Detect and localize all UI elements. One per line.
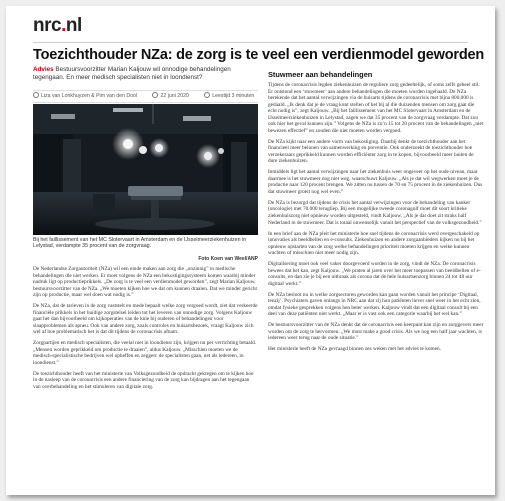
article-headline: Toezichthouder NZa: de zorg is te veel een verdienmodel geworden <box>33 47 485 63</box>
article-page <box>6 6 495 495</box>
calendar-icon <box>152 92 158 98</box>
logo-dot: . <box>61 15 66 36</box>
byline-date: 22 juni 2020 <box>160 93 189 99</box>
body-paragraph: Zorgpartijen en medisch specialisten, die veelal niet in loondienst zijn, krijgen nu per verrichting betaald. „Mensen worden geprikkeld om productie te draaien”, aldus Kaljouw. „Misschien moeten we de medisch-specialistische bedrijven wel opheffen en zeggen: de specialisten gaan, net als iedereen, in loondienst.” <box>33 340 257 366</box>
clock-icon <box>204 92 210 98</box>
body-paragraph: Tijdens de coronacrisis legden ziekenhuizen de reguliere zorg gedeeltelijk, of soms zelfs geheel stil. Er ontstond een ‘stuwmeer’ aan andere behandelingen die moeten worden ingehaald. De NZa berekende dat het aantal verwijzingen via de huisarts tijdens de coronacrisis met bijna 800.000 is gedaald. „Ik denk dat je de vraag kunt stellen of het bij al die duizenden mensen om zorg gaat die echt nodig is”, zegt Kaljouw. „Bij het faillissement van het MC Slotervaart in Amsterdam en de IJsselmeerziekenhuizen in Lelystad, zagen we dat 35 procent van de zorgvraag verdampte. Dat zou ook hier het geval kunnen zijn.” Volgens de NZa is zo’n 15 tot 20 procent van de behandelingen „niet bewezen effectief” en zouden die niet moeten worden vergoed. <box>268 82 484 134</box>
person-icon <box>33 92 39 98</box>
article-photo <box>33 104 258 235</box>
article-body-left <box>33 266 258 395</box>
body-paragraph: De toezichthouder heeft van het ministerie van Volksgezondheid de opdracht gekregen om te kijken hoe in de nasleep van de coronacrisis een andere financiering van de zorg kan bijdragen aan het tegengaan van overbehandeling en het stimuleren van digitale zorg. <box>33 370 254 390</box>
lead-text: Bestuursvoorzitter Marian Kaljouw wil onnodige behandelingen tegengaan. En meer medisch specialisten niet in loondienst? <box>33 66 231 81</box>
body-paragraph: Inmiddels ligt het aantal verwijzingen naar het ziekenhuis weer ongeveer op het oude niveau, maar daarmee is het stuwmeer nog niet weg, waarschuwt Kaljouw. „Als je dat wil wegwerken moet je de productie naar 120 procent brengen. We zitten nu tussen de 70 en 75 procent in de ziekenhuizen. Dus dat stuwmeer groeit nog wel even.” <box>268 169 483 195</box>
nrc-logo[interactable] <box>33 15 82 37</box>
article-lead <box>33 66 258 82</box>
body-paragraph: De NZa, dat de tarieven in de zorg vaststelt en mede bepaalt welke zorg vergoed wordt, ziet dat verkeerde financiële prikkels in het huidige zorgstelsel leiden tot het leveren van onnodige zorg. Volgens Kaljouw gaat het dan bijvoorbeeld om kijkoperaties van de knie bij ouderen of behandelingen voor slaapproblemen als apneu. Ook van andere zorg, zoals controles en huisartsbezoek, vraagt Kaljouw zich wel af hoe problematisch het is dat dit tijdens de coronacrisis afnam. <box>33 303 258 336</box>
body-paragraph: De NZa besloot nu in welke zorgsectoren geworden kan gaan worden vanuit het principe ‘Digitaal, tenzij’. Psychiaters gaven onlangs in NRC aan dat zij hun patiënten liever snel weer in het echt zien, omdat fysieke gesprekken volgens hen beter werken. Kaljouw vindt dat een digitaal consult bij een deel van deze patiënten niet werkt. „Maar er is vast ook een categorie waarbij het wel kan.” <box>268 291 481 318</box>
body-paragraph: De NZa kijkt naar een andere vorm van bekostiging. Daarbij denkt de toezichthouder aan het financieel meer belonen van samenwerking en preventie. Ook onderzoekt de toezichthouder hoe verzekeraars geprikkeld kunnen worden efficiënter zorg in te kopen, bijvoorbeeld meer buiten de dure ziekenhuizen. <box>268 138 474 165</box>
byline-reading-time: Leestijd 3 minuten <box>212 93 255 99</box>
byline-authors-wrap <box>33 93 144 99</box>
body-paragraph: Het ministerie heeft de NZa gevraagd binnen zes weken met het advies te komen. <box>268 346 441 353</box>
body-paragraph: Digitalisering moet ook veel vaker doorgevoerd worden in de zorg, vindt de NZa. De coronacrisis bewees dat het kan, zegt Kaljouw. „We praten al jaren over het meer toepassen van beeldbellen of e-consults, en dan zie je bij een uitbraak als corona dat de hele huisartsenzorg binnen 24 tot 48 uur digitaal werkt.” <box>268 261 481 287</box>
body-paragraph: In een brief aan de NZa pleit het ministerie hoe snel tijdens de coronacrisis werd overgeschakeld op innovaties als beeldbellen en e-consults. Ziekenhuizen en andere zorgaanbieders kijken nu bij het opnieuw opstarten van de zorg welke behandelingen prioriteit moeten krijgen en welke kunnen wachten of misschien niet meer nodig zijn. <box>268 230 480 257</box>
body-paragraph: De bestuursvoorzitter van de NZa denkt dat de coronacrisis een keerpunt kan zijn en zorggevers meer worden om de zorg te hervormen. „We must make a good crisis. Als we nog een half jaar wachten, is iedereen weer terug naar de oude situatie.” <box>268 322 484 342</box>
operating-room-photo <box>33 104 258 235</box>
lead-kicker: Advies <box>33 66 54 73</box>
article-body-right <box>268 70 484 357</box>
photo-credit: Foto Koen van Weel/ANP <box>198 256 258 262</box>
body-paragraph: De NZa is bezorgd dat tijdens de crisis het aantal verwijzingen voor de behandeling van kanker (oncologie) met 70.000 terugliep. Bij een mogelijke tweede coronagolf moet dit soort kritieke ziekenhuiszorg niet opnieuw worden uitgesteld, vindt Kaljouw. „Als je dat doet zit straks half Nederland in de stuwmeer. Dat is totaal onwenselijk vanuit het perspectief van de volksgezondheid.” <box>268 199 482 226</box>
section-subheading: Stuwmeer aan behandelingen <box>268 70 373 79</box>
body-paragraph: De Nederlandse Zorgautoriteit (NZa) wil een einde maken aan zorg die „onzinnig” in medische behandelingen die niet werken. Er moet volgens de NZa een bekostigingssysteem komen waarbij minder nadruk ligt op productieprikkels. „De zorg is te veel een verdienmodel geworden”, zegt Marian Kaljouw, bestuursvoorzitter van de NZa. „We moeten kijken hoe we dat om kunnen draaien. Dat we minder gericht zijn op productie, maar wel doen wat nodig is.” <box>33 266 258 299</box>
logo-tld: nl <box>65 15 82 36</box>
byline-date-wrap <box>152 93 195 99</box>
photo-caption: Bij het faillissement van het MC Slotervaart in Amsterdam en de IJsselmeerziekenhuizen in Lelystad, verdampte 35 procent van de zorgvraag. <box>33 237 247 250</box>
byline <box>33 90 258 103</box>
logo-main: nrc <box>33 15 62 36</box>
byline-reading-time-wrap <box>204 93 261 99</box>
byline-authors[interactable]: Liza van Lonkhuyzen & Pim van den Dool <box>41 93 138 99</box>
masthead-divider <box>33 42 468 43</box>
